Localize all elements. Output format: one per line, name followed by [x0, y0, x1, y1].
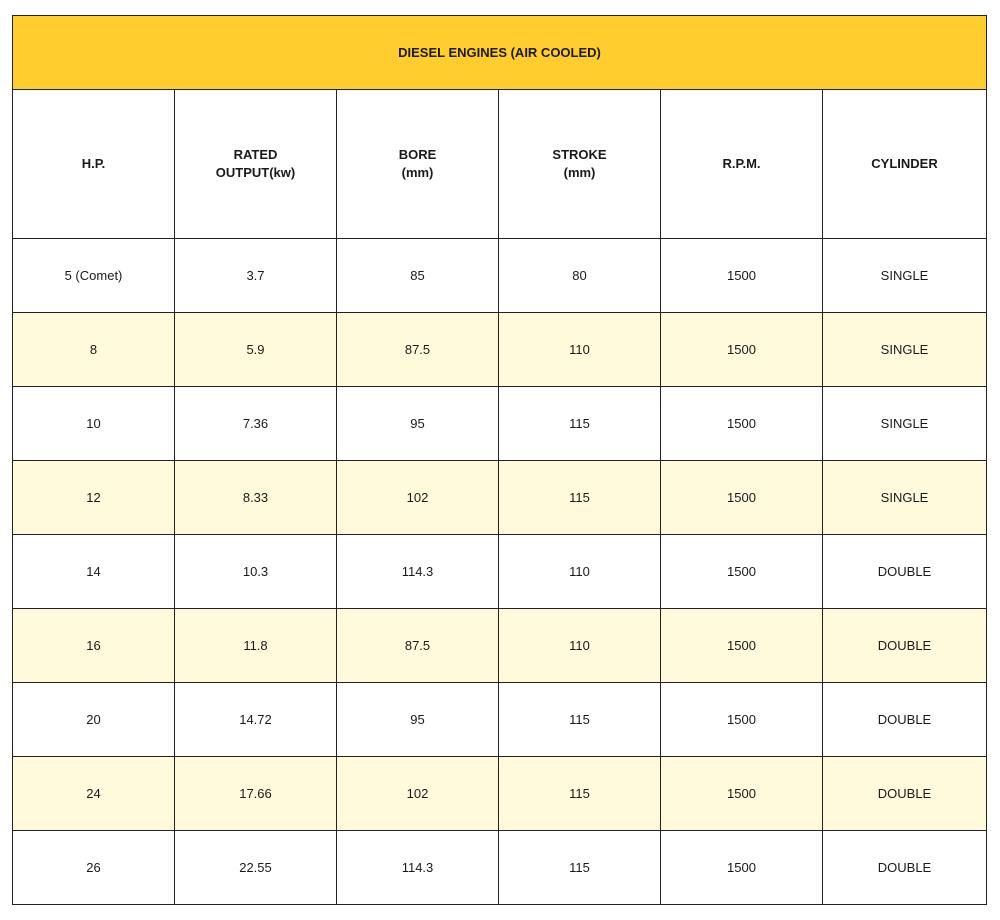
header-stroke	[499, 90, 661, 239]
cell-hp: 12	[13, 461, 175, 535]
cell-rated-output: 5.9	[175, 313, 337, 387]
cell-stroke: 115	[499, 461, 661, 535]
cell-stroke: 80	[499, 239, 661, 313]
cell-rpm: 1500	[661, 387, 823, 461]
cell-hp: 5 (Comet)	[13, 239, 175, 313]
header-cylinder	[823, 90, 987, 239]
cell-rpm: 1500	[661, 609, 823, 683]
cell-hp: 24	[13, 757, 175, 831]
cell-rpm: 1500	[661, 831, 823, 905]
cell-hp: 16	[13, 609, 175, 683]
cell-hp: 8	[13, 313, 175, 387]
cell-rpm: 1500	[661, 757, 823, 831]
cell-rated-output: 7.36	[175, 387, 337, 461]
cell-cylinder: SINGLE	[823, 461, 987, 535]
cell-cylinder: SINGLE	[823, 387, 987, 461]
header-hp	[13, 90, 175, 239]
cell-rated-output: 22.55	[175, 831, 337, 905]
cell-bore: 87.5	[337, 313, 499, 387]
cell-hp: 26	[13, 831, 175, 905]
cell-cylinder: DOUBLE	[823, 683, 987, 757]
table-row	[13, 831, 987, 905]
header-hp-text: H.P.	[81, 156, 106, 171]
header-stroke-line1: STROKE	[552, 147, 607, 162]
cell-bore: 85	[337, 239, 499, 313]
header-bore-line2: (mm)	[401, 165, 434, 180]
cell-stroke: 115	[499, 831, 661, 905]
cell-rated-output: 8.33	[175, 461, 337, 535]
cell-hp: 14	[13, 535, 175, 609]
cell-rpm: 1500	[661, 313, 823, 387]
cell-rpm: 1500	[661, 461, 823, 535]
cell-cylinder: DOUBLE	[823, 831, 987, 905]
cell-bore: 87.5	[337, 609, 499, 683]
cell-cylinder: SINGLE	[823, 239, 987, 313]
cell-bore: 102	[337, 757, 499, 831]
cell-rated-output: 3.7	[175, 239, 337, 313]
table-title-row	[13, 16, 987, 90]
cell-cylinder: DOUBLE	[823, 609, 987, 683]
header-rpm	[661, 90, 823, 239]
cell-stroke: 115	[499, 387, 661, 461]
cell-bore: 114.3	[337, 535, 499, 609]
header-rated-output-line2: OUTPUT(kw)	[215, 165, 296, 180]
header-cylinder-text: CYLINDER	[871, 156, 938, 171]
table-row	[13, 239, 987, 313]
cell-bore: 95	[337, 683, 499, 757]
table-row	[13, 757, 987, 831]
cell-cylinder: DOUBLE	[823, 757, 987, 831]
cell-hp: 20	[13, 683, 175, 757]
cell-bore: 114.3	[337, 831, 499, 905]
cell-rpm: 1500	[661, 683, 823, 757]
header-rpm-text: R.P.M.	[722, 156, 761, 171]
table-row	[13, 387, 987, 461]
cell-stroke: 115	[499, 683, 661, 757]
header-bore	[337, 90, 499, 239]
cell-stroke: 110	[499, 313, 661, 387]
table-header-row	[13, 90, 987, 239]
cell-stroke: 110	[499, 535, 661, 609]
cell-cylinder: DOUBLE	[823, 535, 987, 609]
cell-stroke: 115	[499, 757, 661, 831]
cell-rpm: 1500	[661, 239, 823, 313]
table-row	[13, 461, 987, 535]
cell-bore: 102	[337, 461, 499, 535]
cell-cylinder: SINGLE	[823, 313, 987, 387]
table-body	[13, 239, 987, 905]
cell-rated-output: 17.66	[175, 757, 337, 831]
cell-bore: 95	[337, 387, 499, 461]
header-rated-output-line1: RATED	[233, 147, 278, 162]
table-title: DIESEL ENGINES (AIR COOLED)	[13, 16, 987, 90]
cell-rated-output: 14.72	[175, 683, 337, 757]
table-row	[13, 313, 987, 387]
table-row	[13, 535, 987, 609]
diesel-engines-table	[12, 15, 987, 905]
table-row	[13, 609, 987, 683]
cell-rated-output: 11.8	[175, 609, 337, 683]
table-row	[13, 683, 987, 757]
header-rated-output	[175, 90, 337, 239]
header-bore-line1: BORE	[398, 147, 437, 162]
cell-hp: 10	[13, 387, 175, 461]
cell-rpm: 1500	[661, 535, 823, 609]
cell-stroke: 110	[499, 609, 661, 683]
header-stroke-line2: (mm)	[563, 165, 596, 180]
cell-rated-output: 10.3	[175, 535, 337, 609]
